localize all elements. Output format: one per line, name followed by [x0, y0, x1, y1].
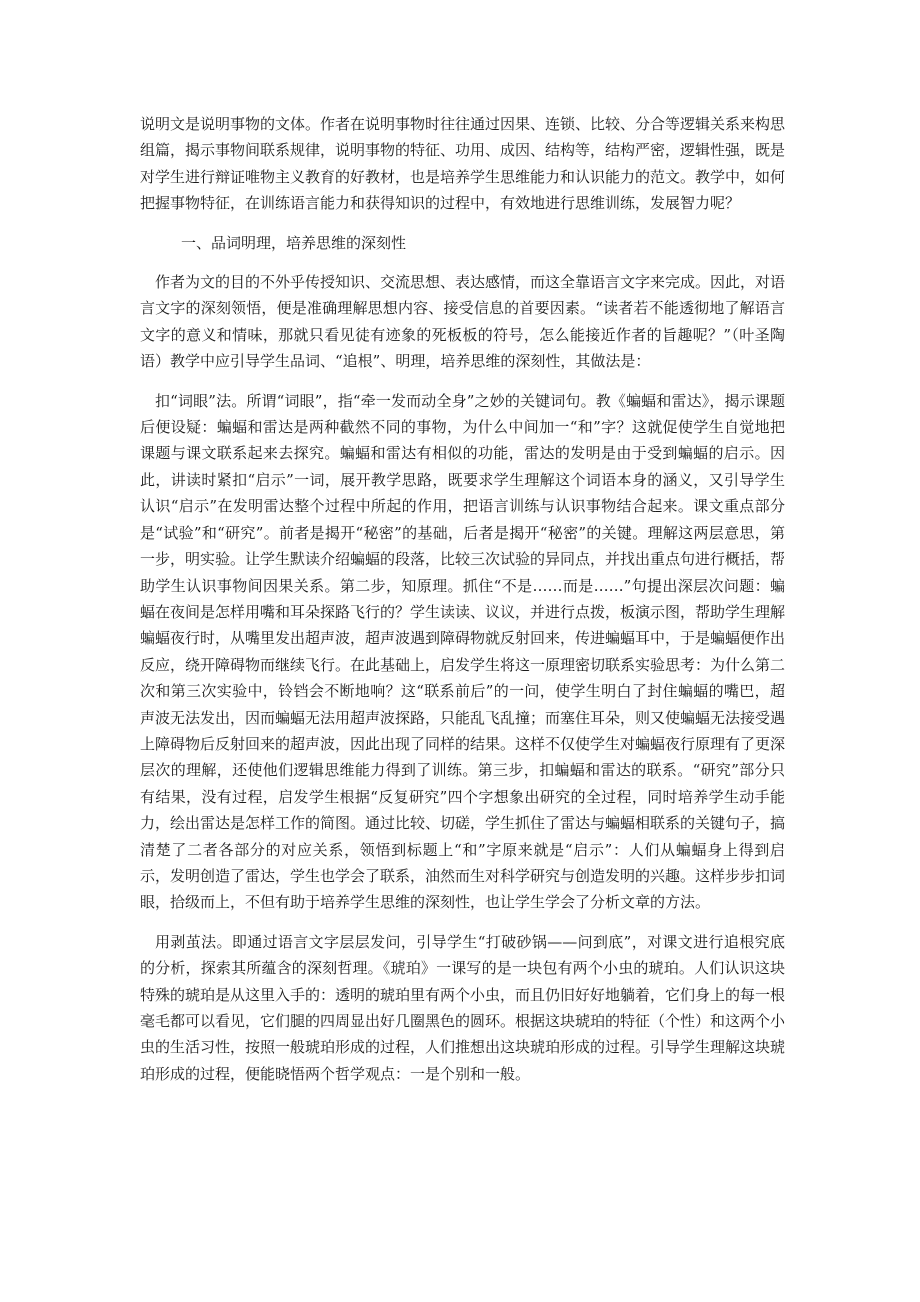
document-page — [140, 111, 785, 1087]
body-paragraph: 作者为文的目的不外乎传授知识、交流思想、表达感情，而这全靠语言文字来完成。因此，对语言文字的深刻领悟，便是准确理解思想内容、接受信息的首要因素。“读者若不能透彻地了解语言文字的意义和情味，那就只看见徒有迹象的死板板的符号，怎么能接近作者的旨趣呢？”（叶圣陶语）教学中应引导学生品词、“追根”、明理，培养思维的深刻性，其做法是： — [140, 273, 786, 371]
body-paragraph: 用剥茧法。即通过语言文字层层发问，引导学生“打破砂锅——问到底”，对课文进行追根究底的分析，探索其所蕴含的深刻哲理。《琥珀》一课写的是一块包有两个小虫的琥珀。人们认识这块特殊的琥珀是从这里入手的：透明的琥珀里有两个小虫，而且仍旧好好地躺着，它们身上的每一根毫毛都可以看见，它们腿的四周显出好几圈黑色的圆环。根据这块琥珀的特征（个性）和这两个小虫的生活习性，按照一般琥珀形成的过程，人们推想出这块琥珀形成的过程。引导学生理解这块琥珀形成的过程，便能晓悟两个哲学观点：一是个别和一般。 — [140, 932, 786, 1083]
intro-paragraph: 说明文是说明事物的文体。作者在说明事物时往往通过因果、连锁、比较、分合等逻辑关系来构思组篇，揭示事物间联系规律，说明事物的特征、功用、成因、结构等，结构严密，逻辑性强，既是对学生进行辩证唯物主义教育的好教材，也是培养学生思维能力和认识能力的范文。教学中，如何把握事物特征，在训练语言能力和获得知识的过程中，有效地进行思维训练，发展智力呢？ — [140, 115, 786, 213]
body-paragraph: 扣“词眼”法。所谓“词眼”，指“牵一发而动全身”之妙的关键词句。教《蝙蝠和雷达》，揭示课题后便设疑：蝙蝠和雷达是两种截然不同的事物，为什么中间加一“和”字？这就促使学生自觉地把课题与课文联系起来去探究。蝙蝠和雷达有相似的功能，雷达的发明是由于受到蝙蝠的启示。因此，讲读时紧扣“启示”一词，展开教学思路，既要求学生理解这个词语本身的涵义，又引导学生认识“启示”在发明雷达整个过程中所起的作用，把语言训练与认识事物结合起来。课文重点部分是“试验”和“研究”。前者是揭开“秘密”的基础，后者是揭开“秘密”的关键。理解这两层意思，第一步，明实验。让学生默读介绍蝙蝠的段落，比较三次试验的异同点，并找出重点句进行概括，帮助学生认识事物间因果关系。第二步，知原理。抓住“不是……而是……”句提出深层次问题：蝙蝠在夜间是怎样用嘴和耳朵探路飞行的？学生读读、议议，并进行点拨，板演示图，帮助学生理解蝙蝠夜行时，从嘴里发出超声波，超声波遇到障碍物就反射回来，传进蝙蝠耳中，于是蝙蝠便作出反应，绕开障碍物而继续飞行。在此基础上，启发学生将这一原理密切联系实验思考：为什么第二次和第三次实验中，铃铛会不断地响？这“联系前后”的一问，使学生明白了封住蝙蝠的嘴巴，超声波无法发出，因而蝙蝠无法用超声波探路，只能乱飞乱撞；而塞住耳朵，则又使蝙蝠无法接受遇上障碍物后反射回来的超声波，因此出现了同样的结果。这样不仅使学生对蝙蝠夜行原理有了更深层次的理解，还使他们逻辑思维能力得到了训练。第三步，扣蝙蝠和雷达的联系。“研究”部分只有结果，没有过程，启发学生根据“反复研究”四个字想象出研究的全过程，同时培养学生动手能力，绘出雷达是怎样工作的简图。通过比较、切磋，学生抓住了雷达与蝙蝠相联系的关键句子，搞清楚了二者各部分的对应关系，领悟到标题上“和”字原来就是“启示”：人们从蝙蝠身上得到启示，发明创造了雷达，学生也学会了联系，油然而生对科学研究与创造发明的兴趣。这样步步扣词眼，拾级而上，不但有助于培养学生思维的深刻性，也让学生学会了分析文章的方法。 — [140, 391, 786, 912]
section-heading: 一、品词明理，培养思维的深刻性 — [181, 233, 407, 252]
